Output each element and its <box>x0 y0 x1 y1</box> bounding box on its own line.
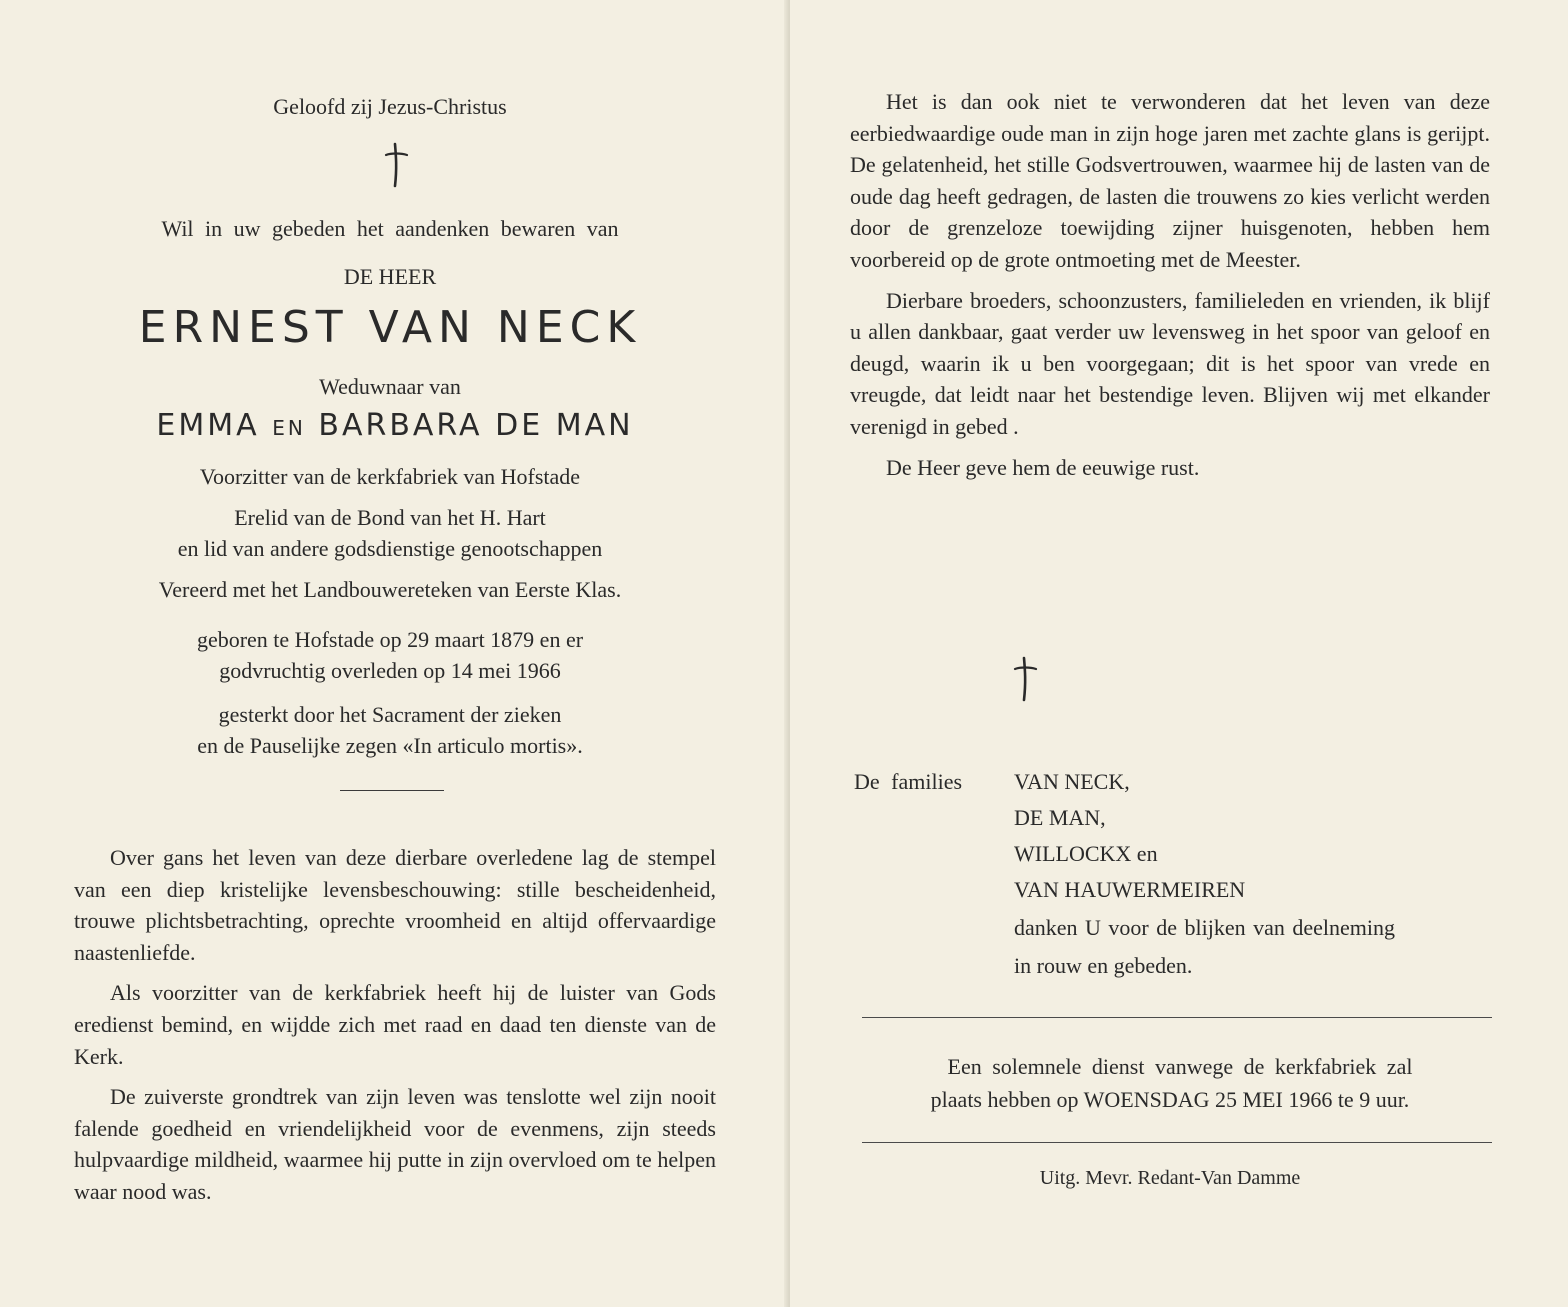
role-line: Erelid van de Bond van het H. Hart <box>234 505 546 530</box>
divider <box>340 790 444 791</box>
spouses-names <box>60 408 730 443</box>
date-line: en de Pauselijke zegen «In articulo mortis». <box>197 733 583 758</box>
service-line: Een solemnele dienst vanwege de kerkfabriek zal <box>947 1054 1413 1079</box>
role-line: en lid van andere godsdienstige genootschappen <box>177 536 603 561</box>
prayer-request: Wil in uw gebeden het aandenken bewaren van <box>161 216 619 241</box>
body-paragraph: Dierbare broeders, schoonzusters, familieleden en vrienden, ik blijf u allen dankbaar, gaat verder uw levensweg in het spoor van geloof en deugd, waarin ik u ben voorgegaan; dit is het spoor van vrede en vreugde, dat leidt naar het bestendige leven. Blijven wij met elkander verenigd in gebed . <box>850 287 1490 439</box>
service-line: plaats hebben op WOENSDAG 25 MEI 1966 te 9 uur. <box>930 1087 1410 1112</box>
body-paragraph: Het is dan ook niet te verwonderen dat het leven van deze eerbiedwaardige oude man in zijn hoge jaren met zachte glans is gerijpt. De gelatenheid, het stille Godsvertrouwen, waarmee hij de lasten van de oude dag heeft gedragen, de lasten die trouwens zo kies verlicht werden door de grenzeloze toewijding zijner huisgenoten, hebben hem voorbereid op de grote ontmoeting met de Meester. <box>850 89 1490 272</box>
right-body <box>850 86 1490 483</box>
date-line: gesterkt door het Sacrament der zieken <box>218 702 562 727</box>
cross-icon <box>1010 656 1040 702</box>
body-paragraph: Als voorzitter van de kerkfabriek heeft hij de luister van Gods eredienst bemind, en wijdde zich met raad en daad ten dienste van de Kerk. <box>74 980 716 1069</box>
divider <box>862 1017 1492 1018</box>
date-line: godvruchtig overleden op 14 mei 1966 <box>219 658 561 683</box>
body-paragraph: De Heer geve hem de eeuwige rust. <box>886 454 1200 480</box>
divider <box>862 1142 1492 1143</box>
date-line: geboren te Hofstade op 29 maart 1879 en er <box>196 627 584 652</box>
widower-of: Weduwnaar van <box>319 374 461 399</box>
thanks-line: danken U voor de blijken van deelneming <box>1014 915 1396 940</box>
body-paragraph: Over gans het leven van deze dierbare overledene lag de stempel van een diep kristelijke levensbeschouwing: stille bescheidenheid, trouwe plichtsbetrachting, oprechte vroomheid en altijd offervaardige naastenliefde. <box>74 845 716 965</box>
honorific-title: DE HEER <box>343 264 437 289</box>
role-line: Voorzitter van de kerkfabriek van Hofstade <box>199 464 581 489</box>
body-paragraph: De zuiverste grondtrek van zijn leven was tenslotte wel zijn nooit falende goedheid en vriendelijkheid voor de evenmens, zijn steeds hulpvaardige mildheid, waarmee hij putte in zijn overvloed om te helpen waar nood was. <box>74 1084 716 1204</box>
families-label: De families <box>854 769 963 794</box>
thanks-line: in rouw en gebeden. <box>1014 953 1193 978</box>
role-line: Vereerd met het Landbouwereteken van Eerste Klas. <box>158 577 622 602</box>
header-line: Geloofd zij Jezus-Christus <box>273 94 507 119</box>
family-name: DE MAN, <box>1014 805 1106 830</box>
cross-icon <box>381 142 411 188</box>
family-name: VAN NECK, <box>1014 769 1130 794</box>
spouse-first: EMMA <box>156 408 260 443</box>
spouse-second: BARBARA DE MAN <box>318 408 634 443</box>
family-name: WILLOCKX en <box>1014 841 1158 866</box>
left-body <box>74 842 716 1208</box>
family-name: VAN HAUWERMEIREN <box>1014 877 1246 902</box>
publisher: Uitg. Mevr. Redant-Van Damme <box>1039 1167 1301 1189</box>
deceased-name: ERNEST VAN NECK <box>138 302 642 353</box>
spouse-connector: EN <box>272 416 306 440</box>
right-page <box>790 0 1568 1307</box>
